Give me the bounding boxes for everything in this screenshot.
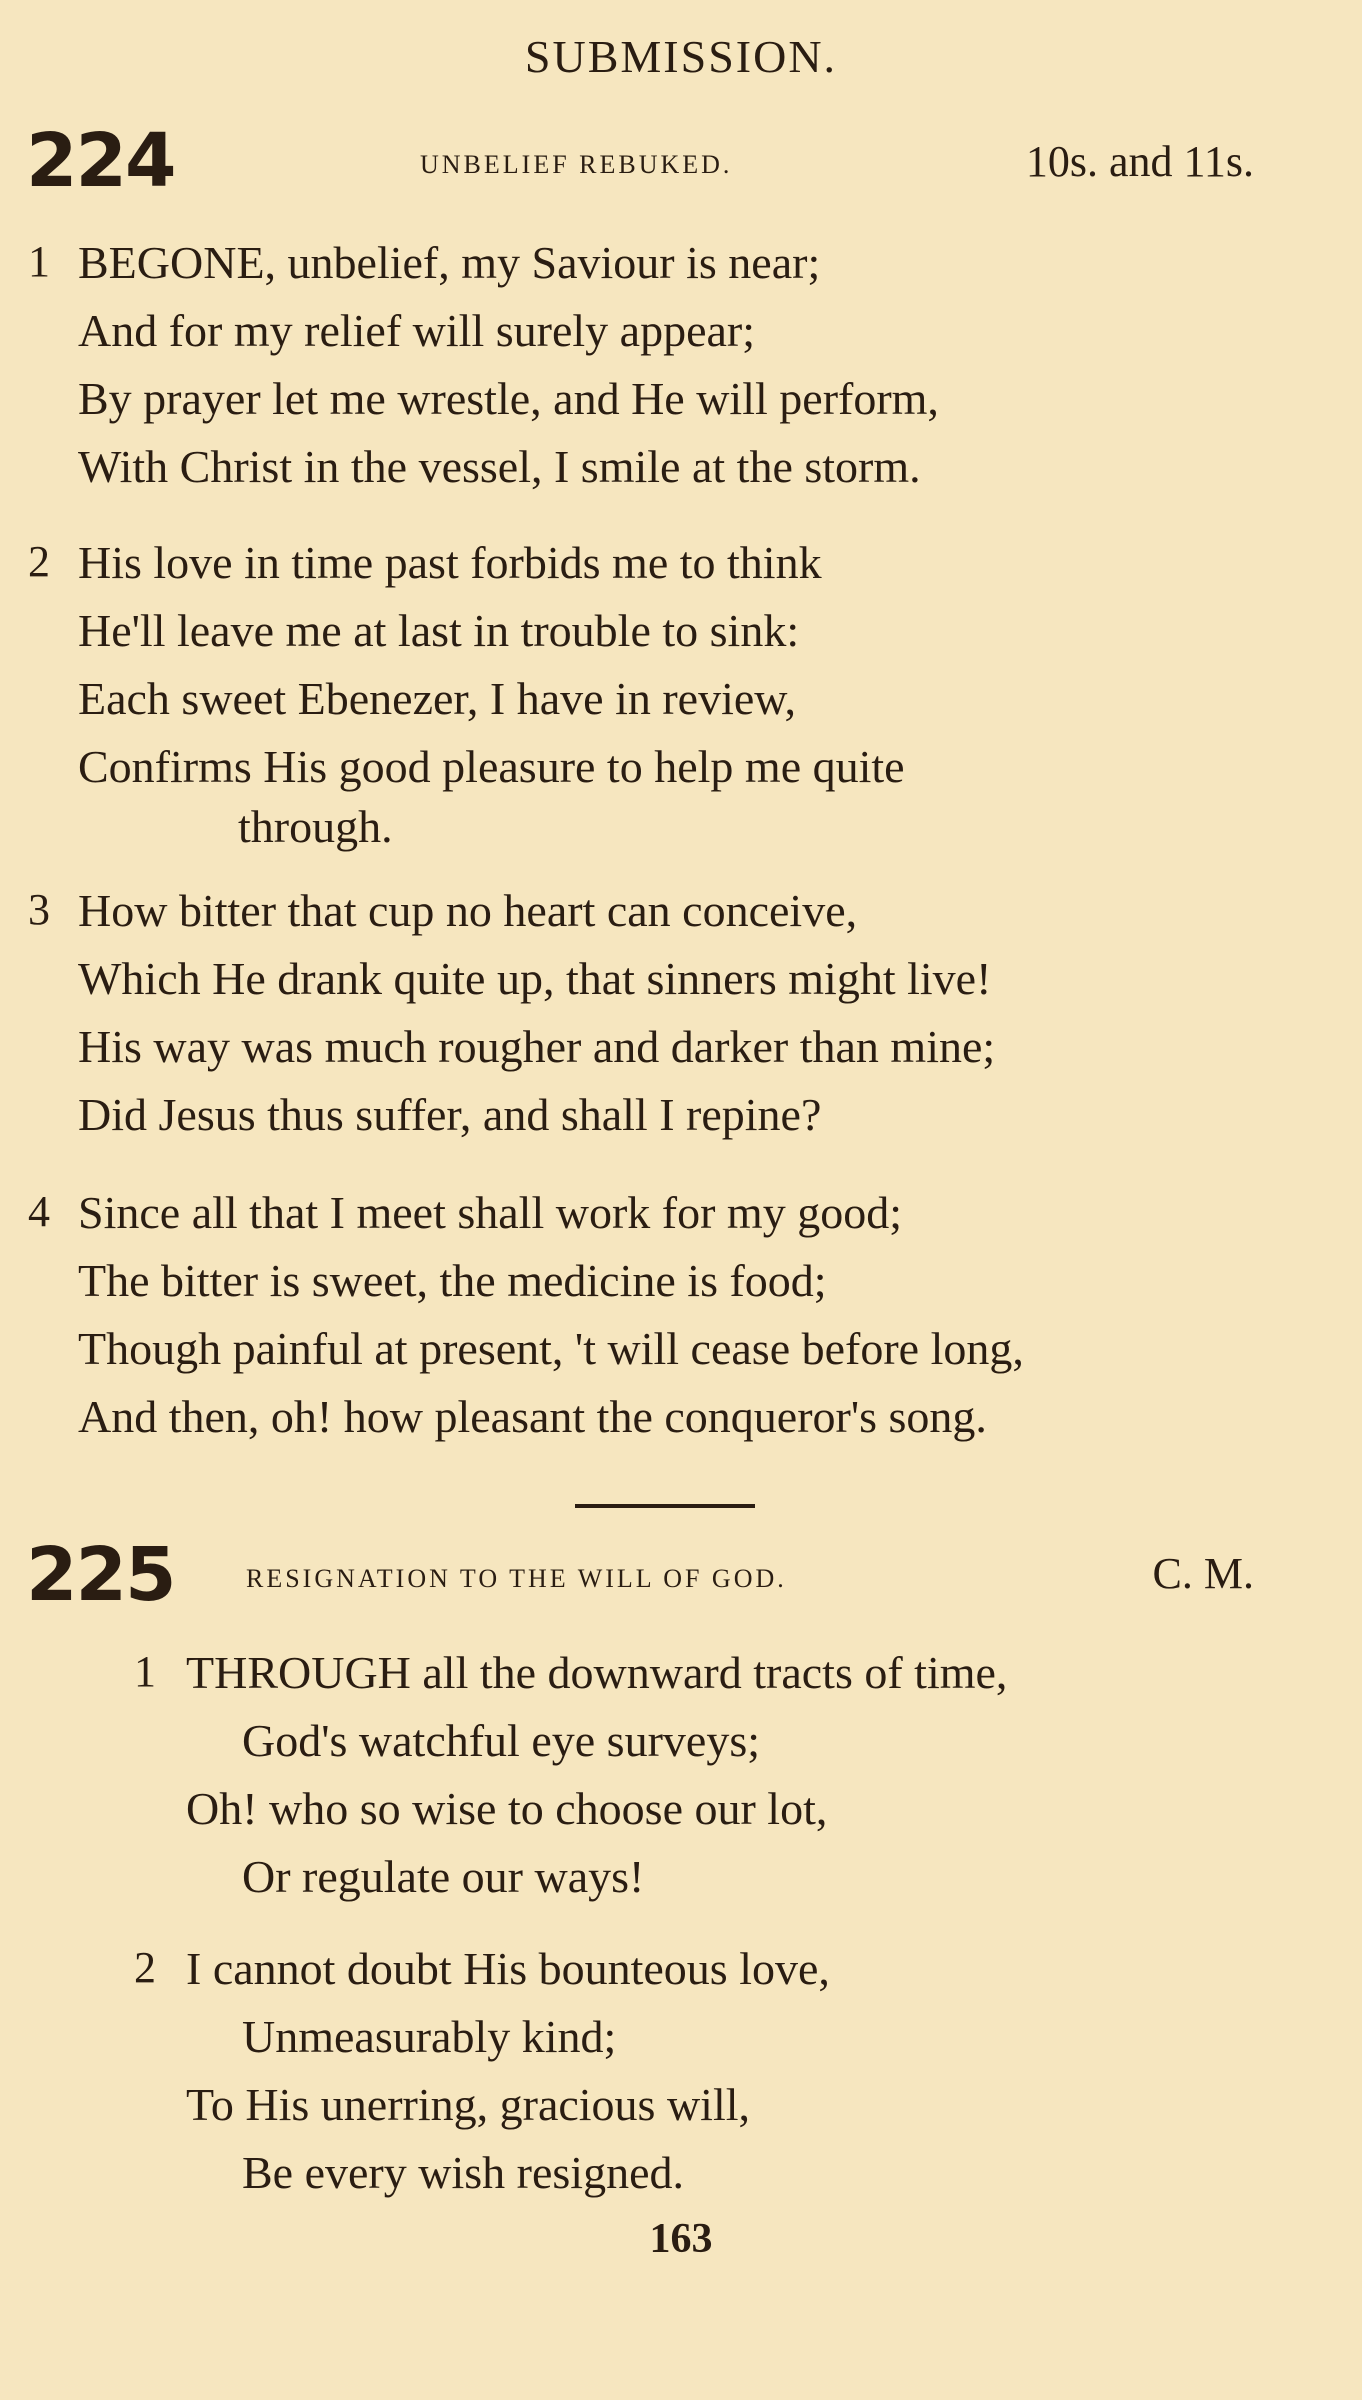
verse-number: 1 xyxy=(134,1647,156,1696)
hymn-title: RESIGNATION TO THE WILL OF GOD. xyxy=(246,1564,787,1593)
verse-line: Confirms His good pleasure to help me quite xyxy=(78,741,905,792)
section-header: SUBMISSION. xyxy=(524,31,838,82)
verse-number: 2 xyxy=(134,1943,156,1992)
hymn-number: 224 xyxy=(26,118,175,204)
verse-line: How bitter that cup no heart can conceive, xyxy=(78,885,858,936)
verse-line: He'll leave me at last in trouble to sink: xyxy=(78,605,800,656)
verse-line: With Christ in the vessel, I smile at the storm. xyxy=(78,441,921,492)
verse-number: 2 xyxy=(28,537,50,586)
verse-number: 3 xyxy=(28,885,50,934)
hymn-meter: 10s. and 11s. xyxy=(1025,137,1254,186)
hymn-225-heading xyxy=(0,1532,1362,1618)
verse-line: His love in time past forbids me to think xyxy=(78,537,822,588)
verse-line: And for my relief will surely appear; xyxy=(78,305,755,356)
verse-line: THROUGH all the downward tracts of time, xyxy=(186,1647,1008,1698)
verse-line: The bitter is sweet, the medicine is food; xyxy=(78,1255,827,1306)
hymn-number: 225 xyxy=(26,1532,175,1618)
verse-line: Oh! who so wise to choose our lot, xyxy=(186,1783,828,1834)
verse-line: To His unerring, gracious will, xyxy=(186,2079,751,2130)
hymn-title: UNBELIEF REBUKED. xyxy=(420,150,733,179)
verse-line: Though painful at present, 't will cease before long, xyxy=(78,1323,1024,1374)
verse-line: Each sweet Ebenezer, I have in review, xyxy=(78,673,797,724)
verse-line: Or regulate our ways! xyxy=(242,1851,645,1902)
verse-line: Which He drank quite up, that sinners might live! xyxy=(78,953,992,1004)
verse-line: I cannot doubt His bounteous love, xyxy=(186,1943,830,1994)
verse-line: through. xyxy=(238,801,393,852)
hymn-divider xyxy=(575,1504,755,1508)
verse-line: And then, oh! how pleasant the conqueror's song. xyxy=(78,1391,987,1442)
verse-line: By prayer let me wrestle, and He will perform, xyxy=(78,373,939,424)
verse-line: Unmeasurably kind; xyxy=(242,2011,617,2062)
verse-line: Did Jesus thus suffer, and shall I repine? xyxy=(78,1089,822,1140)
verse-line: His way was much rougher and darker than mine; xyxy=(78,1021,996,1072)
hymn-224-heading xyxy=(0,118,1362,204)
verse-line: Since all that I meet shall work for my good; xyxy=(78,1187,902,1238)
verse-line: Be every wish resigned. xyxy=(242,2147,684,2198)
verse-number: 1 xyxy=(28,237,50,286)
verse-line: God's watchful eye surveys; xyxy=(242,1715,760,1766)
hymn-meter: C. M. xyxy=(1152,1549,1254,1598)
page-number: 163 xyxy=(649,2216,713,2262)
verse-number: 4 xyxy=(28,1187,50,1236)
verse-line: BEGONE, unbelief, my Saviour is near; xyxy=(78,237,821,288)
